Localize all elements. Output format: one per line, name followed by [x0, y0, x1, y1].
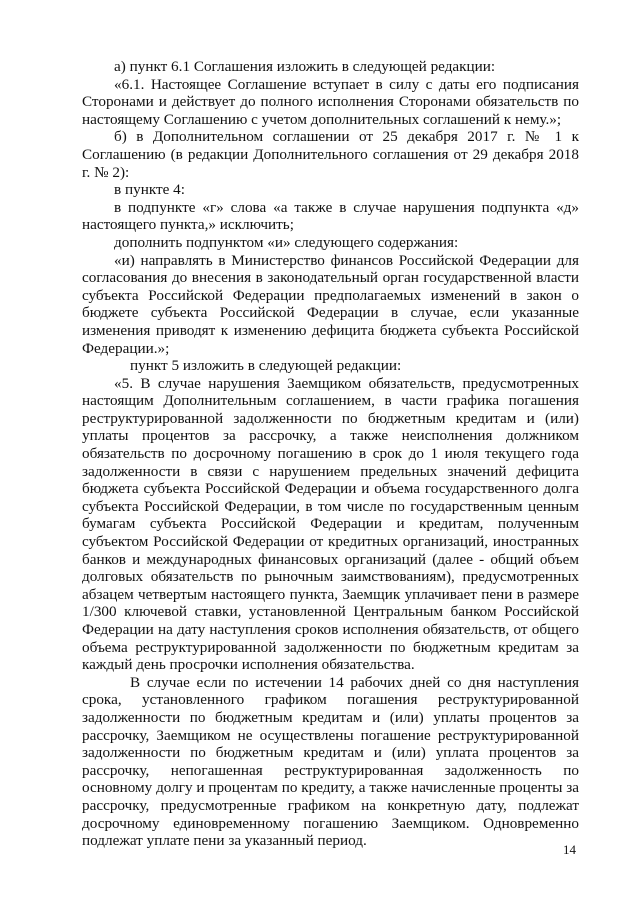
page-number: 14	[563, 842, 576, 857]
paragraph-add-subpoint-i: дополнить подпунктом «и» следующего содержания:	[114, 233, 459, 251]
paragraph-point-4: в пункте 4:	[114, 181, 185, 199]
paragraph-clause-6-1: «6.1. Настоящее Соглашение вступает в силу с даты его подписания Сторонами и действует до полного исполнения Сторонами обязательств по настоящему Соглашению с учетом дополнительных соглашений к нему.»;	[82, 75, 579, 128]
paragraph-item-b: б) в Дополнительном соглашении от 25 декабря 2017 г. № 1 к Соглашению (в редакции Дополнительного соглашения от 29 декабря 2018 г. № 2):	[82, 128, 579, 181]
paragraph-item-a: а) пункт 6.1 Соглашения изложить в следующей редакции:	[114, 58, 496, 75]
paragraph-subpoint-i: «и) направлять в Министерство финансов Российской Федерации для согласования до внесения в законодательный орган государственной власти субъекта Российской Федерации предполагаемых изменений в закон о бюджете субъекта Российской Федерации в случае, если указанные изменения приводят к изменению дефицита бюджета субъекта Российской Федерации.»;	[82, 251, 579, 357]
paragraph-point-5-intro: пункт 5 изложить в следующей редакции:	[130, 357, 402, 375]
paragraph-point-5: «5. В случае нарушения Заемщиком обязательств, предусмотренных настоящим Дополнительным соглашением, в части графика погашения реструктурированной задолженности по бюджетным кредитам и (или) уплаты процентов за рассрочку, а также неисполнения должником обязательств по досрочному погашению в срок до 1 июля текущего года задолженности в связи с нарушением предельных значений дефицита бюджета субъекта Российской Федерации и объема государственного долга субъекта Российской Федерации, в том числе по государственным ценным бумагам субъекта Российской Федерации и кредитам, полученным субъектом Российской Федерации от кредитных организаций, иностранных банков и международных финансовых организаций (далее - общий объем долговых обязательств по рыночным заимствованиям), предусмотренных абзацем четвертым настоящего пункта, Заемщик уплачивает пени в размере 1/300 ключевой ставки, установленной Центральным банком Российской Федерации на дату наступления сроков исполнения обязательств, от общего объема реструктурированной задолженности по бюджетным кредитам за каждый день просрочки исполнения обязательства.	[82, 374, 579, 674]
document-page	[82, 58, 579, 850]
paragraph-overdue-case: В случае если по истечении 14 рабочих дней со дня наступления срока, установленного графиком погашения реструктурированной задолженности по бюджетным кредитам и (или) уплаты процентов за рассрочку, Заемщиком не осуществлены погашение реструктурированной задолженности по бюджетным кредитам и (или) уплата процентов за рассрочку, непогашенная реструктурированная задолженность по основному долгу и процентам по кредиту, а также начисленные проценты за рассрочку, предусмотренные графиком на конкретную дату, подлежат досрочному единовременному погашению Заемщиком. Одновременно подлежат уплате пени за указанный период.	[82, 673, 579, 850]
paragraph-subpoint-g: в подпункте «г» слова «а также в случае нарушения подпункта «д» настоящего пункта,» исключить;	[82, 198, 579, 234]
